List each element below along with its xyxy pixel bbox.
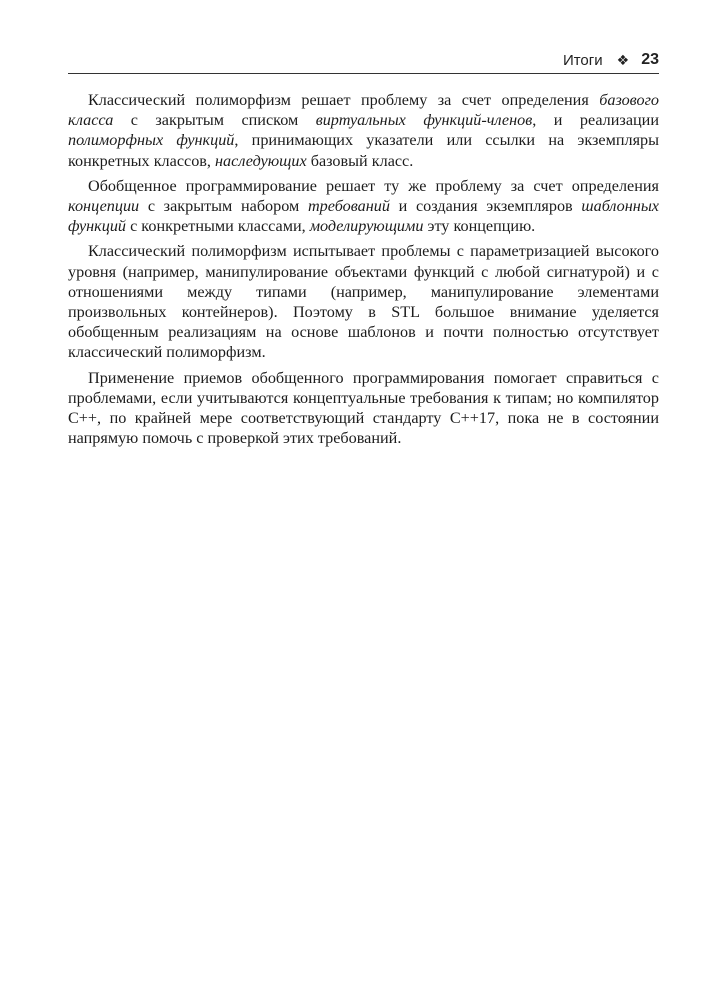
text-run: , принимающих указатели или ссылки на экземпляры конкретных классов, <box>68 131 659 170</box>
italic-term: моделирующими <box>309 217 424 236</box>
text-run: и создания экземпляров <box>389 197 582 216</box>
running-header <box>68 50 659 70</box>
italic-term: шаблонных функций <box>68 197 659 236</box>
paragraph-1 <box>68 90 659 171</box>
section-title: Итоги <box>562 51 603 69</box>
ornament-icon: ❖ <box>616 51 630 68</box>
paragraph-2 <box>68 176 659 237</box>
italic-term: наследующих <box>215 151 307 170</box>
text-run: Классический полиморфизм решает проблему за счет определения <box>88 91 600 109</box>
paragraph-3 <box>68 241 659 362</box>
page-number: 23 <box>641 51 659 68</box>
text-run: базовый класс. <box>306 151 414 170</box>
text-run: Классический полиморфизм испытывает проблемы с параметризацией высокого уровня (например, манипулирование объектами функций с любой сигнатурой) и с отношениями между типами (например, манипулирование элементами произвольных контейнеров). Поэтому в STL большое внимание уделяется обобщенным реализациям на основе шаблонов и почти полностью отсутствует классический полиморфизм. <box>68 242 659 362</box>
text-run: Обобщенное программирование решает ту же проблему за счет определения <box>88 176 659 195</box>
italic-term: полиморфных функций <box>68 131 235 150</box>
paragraph-4 <box>68 368 659 449</box>
text-run: Применение приемов обобщенного программирования помогает справиться с проблемами, если учитываются концептуальные требования к типам; но компилятор C++, по крайней мере соответствующий стандарту C++17, пока не в состоянии напрямую помочь с проверкой этих требований. <box>68 368 659 448</box>
italic-term: виртуальных функций-членов <box>315 111 533 130</box>
header-rule <box>68 73 659 74</box>
text-run: с закрытым списком <box>113 111 316 130</box>
text-run: с закрытым набором <box>139 197 308 216</box>
italic-term: требований <box>307 197 390 216</box>
body-text <box>68 90 659 453</box>
text-run: с конкретными классами, <box>126 217 310 236</box>
italic-term: концепции <box>68 197 140 216</box>
italic-term: базового класса <box>68 91 659 130</box>
text-run: , и реализации <box>532 111 659 130</box>
text-run: эту концепцию. <box>423 217 536 236</box>
